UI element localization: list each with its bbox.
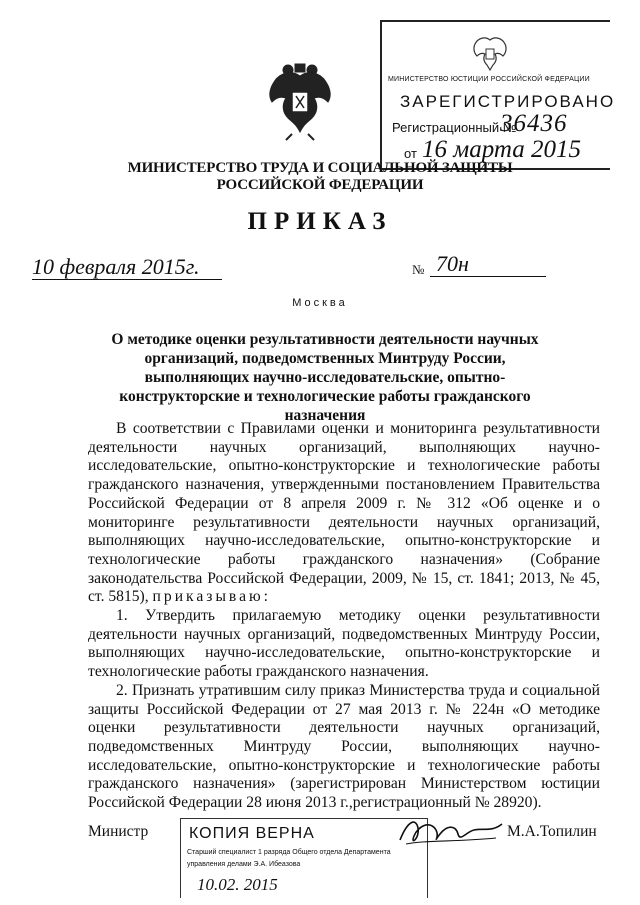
registration-stamp xyxy=(380,20,616,170)
stamp-registration-number: 36436 xyxy=(500,110,568,137)
stamp-date-prefix: от xyxy=(404,146,417,161)
order-title: ПРИКАЗ xyxy=(247,208,393,235)
number-sign: № xyxy=(412,262,425,277)
copy-stamp-title: КОПИЯ ВЕРНА xyxy=(189,825,315,842)
city: Москва xyxy=(292,297,348,309)
copy-stamp-date: 10.02. 2015 xyxy=(197,875,278,894)
item-2-paragraph: 2. Признать утратившим силу приказ Министерства труда и социальной защиты Российской Федерации от 27 мая 2013 г. № 224н «О методике оценки результативности деятельности научных организаций, подведомственных Минтруду России, выполняющих научно-исследовательские, опытно-конструкторские и технологические работы гражданского назначения» (зарегистрирован Министерством юстиции Российской Федерации 28 июня 2013 г.,регистрационный № 28920). xyxy=(88,681,600,812)
copy-stamp-line-2: управления делами Э.А. Ибеазова xyxy=(187,861,301,868)
signer-position: Министр xyxy=(88,823,149,840)
handwritten-signature xyxy=(396,810,506,854)
stamp-ministry-text: МИНИСТЕРСТВО ЮСТИЦИИ РОССИЙСКОЙ ФЕДЕРАЦИИ xyxy=(388,76,590,83)
stamp-registration-date: 16 марта 2015 xyxy=(422,136,581,163)
stamp-number-label: Регистрационный № xyxy=(392,120,517,135)
stamp-emblem-icon xyxy=(470,32,510,72)
order-subject: О методике оценки результативности деятельности научных организаций, подведомственных Минтруду России, выполняющих научно-исследовательские, опытно-конструкторские и технологические работы гражданского назначения xyxy=(111,331,539,424)
coat-of-arms-emblem xyxy=(262,62,338,142)
order-word: приказываю: xyxy=(152,588,271,606)
copy-certification-stamp xyxy=(180,818,428,898)
copy-stamp-line-1: Старший специалист 1 разряда Общего отдела Департамента xyxy=(187,849,391,856)
preamble-text: В соответствии с Правилами оценки и мониторинга результативности деятельности научных организаций, выполняющих научно-исследовательские, опытно-конструкторские и технологические работы гражданского назначения, утвержденными постановлением Правительства Российской Федерации от 8 апреля 2009 г. № 312 «Об оценке и о мониторинге результативности деятельности научных организаций, выполняющих научно-исследовательские, опытно-конструкторские и технологические работы гражданского назначения» (Собрание законодательства Российской Федерации, 2009, № 15, ст. 1841; 2013, № 45, ст. 5815), xyxy=(88,420,600,606)
item-1-paragraph: 1. Утвердить прилагаемую методику оценки результативности деятельности научных организаций, подведомственных Минтруду России, выполняющих научно-исследовательские, опытно-конструкторские и технологические работы гражданского назначения. xyxy=(88,607,600,681)
stamp-registered-title: ЗАРЕГИСТРИРОВАНО xyxy=(400,92,616,111)
order-date: 10 февраля 2015г. xyxy=(32,255,222,280)
order-number: 70н xyxy=(430,252,546,277)
ministry-name: МИНИСТЕРСТВО ТРУДА И СОЦИАЛЬНОЙ ЗАЩИТЫ РОССИЙСКОЙ ФЕДЕРАЦИИ xyxy=(127,160,513,193)
signer-name: М.А.Топилин xyxy=(507,823,597,840)
preamble-paragraph xyxy=(88,420,600,607)
order-body xyxy=(88,420,600,813)
